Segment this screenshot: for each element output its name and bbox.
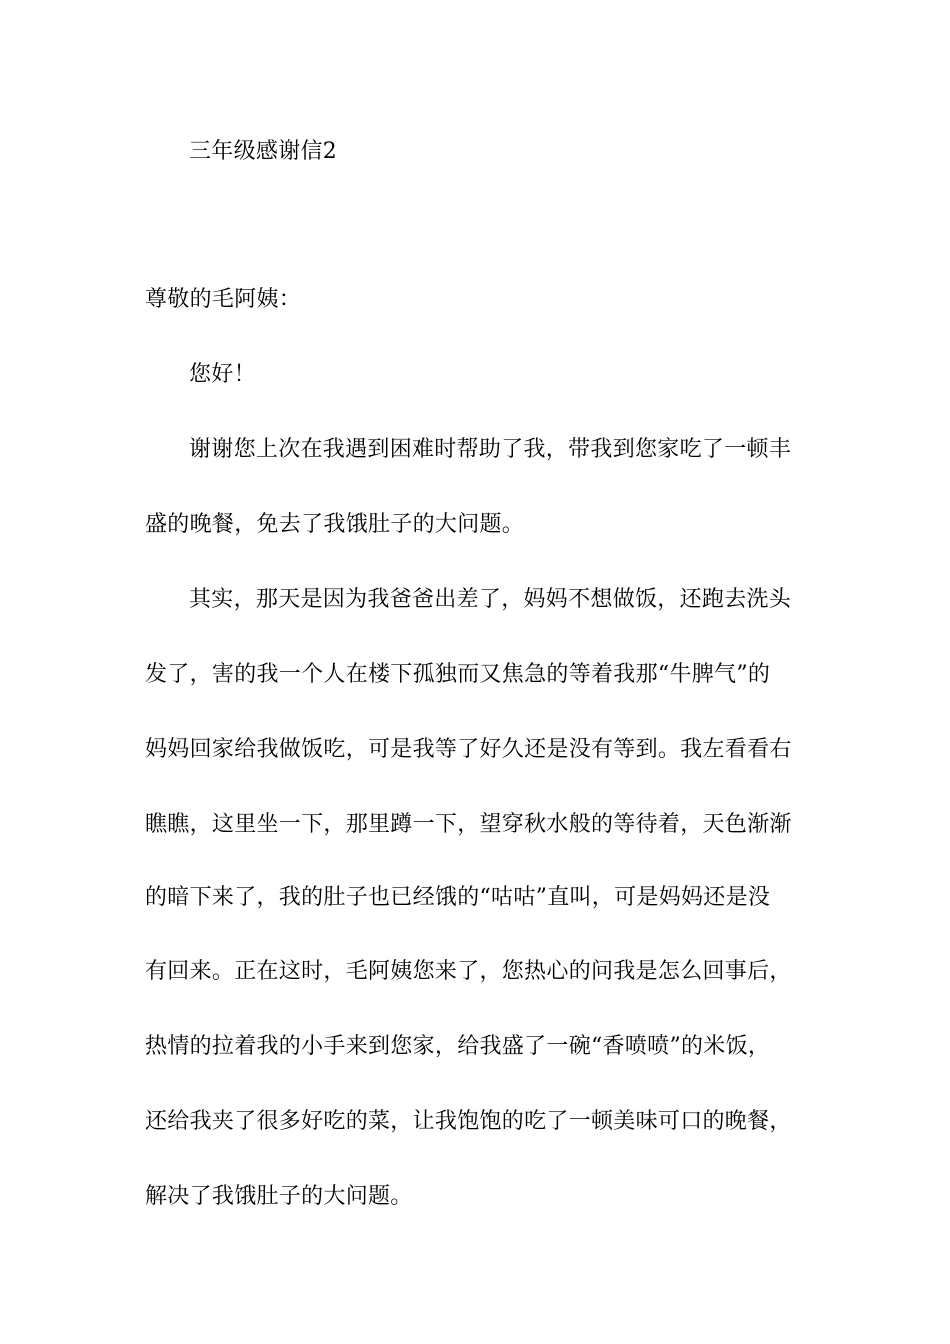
paragraph-line: 瞧瞧，这里坐一下，那里蹲一下，望穿秋水般的等待着，天色渐渐 [145,812,792,837]
paragraph-line: 谢谢您上次在我遇到困难时帮助了我，带我到您家吃了一顿丰 [189,437,792,462]
paragraph-line: 发了，害的我一个人在楼下孤独而又焦急的等着我那“牛脾气”的 [145,662,771,687]
paragraph-line: 的暗下来了，我的肚子也已经饿的“咕咕”直叫，可是妈妈还是没 [145,885,771,910]
paragraph-line: 有回来。正在这时，毛阿姨您来了，您热心的问我是怎么回事后， [145,959,792,984]
salutation: 尊敬的毛阿姨： [145,287,302,312]
paragraph-line: 解决了我饿肚子的大问题。 [145,1184,413,1209]
paragraph-line: 妈妈回家给我做饭吃，可是我等了好久还是没有等到。我左看看右 [145,737,792,762]
paragraph-line: 还给我夹了很多好吃的菜，让我饱饱的吃了一顿美味可口的晚餐， [145,1109,792,1134]
paragraph-line: 热情的拉着我的小手来到您家，给我盛了一碗“香喷喷”的米饭， [145,1034,771,1059]
document-title: 三年级感谢信2 [189,139,338,164]
greeting: 您好！ [189,362,256,387]
paragraph-line: 其实，那天是因为我爸爸出差了，妈妈不想做饭，还跑去洗头 [189,587,792,612]
paragraph-line: 盛的晚餐，免去了我饿肚子的大问题。 [145,512,525,537]
